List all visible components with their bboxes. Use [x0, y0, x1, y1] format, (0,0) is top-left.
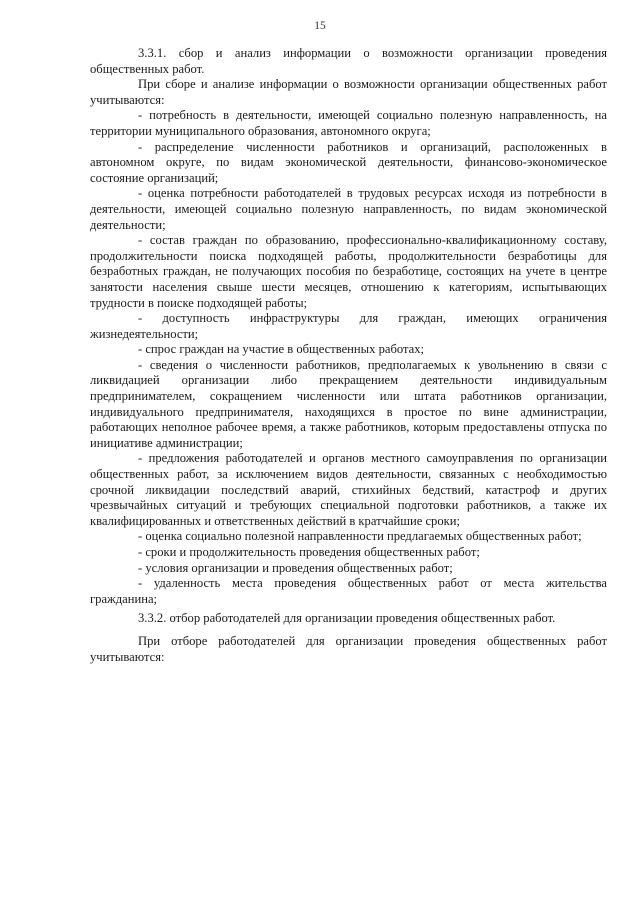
- list-item: - состав граждан по образованию, профессионально-квалификационному составу, продолжительности поиска подходящей работы, продолжительности безработицы для безработных граждан, не получающих пособия по безработице, состоящих на учете в центре занятости населения свыше шести месяцев, отношению к категориям, испытывающих трудности в поиске подходящей работы;: [90, 233, 607, 310]
- paragraph-intro: При сборе и анализе информации о возможности организации общественных работ учитываются:: [90, 77, 607, 107]
- page-number: 15: [314, 20, 326, 32]
- list-item: - сроки и продолжительность проведения общественных работ;: [138, 545, 480, 559]
- list-item: - распределение численности работников и организаций, расположенных в автономном округе, по видам экономической деятельности, финансово-экономическое состояние организаций;: [90, 139, 607, 185]
- list-item: - оценка потребности работодателей в трудовых ресурсах исходя из потребности в деятельности, имеющей социально полезную направленность, по видам экономической деятельности;: [90, 186, 607, 232]
- list-item: - доступность инфраструктуры для граждан, имеющих ограничения жизнедеятельности;: [90, 311, 607, 341]
- paragraph-3-3-1-heading: 3.3.1. сбор и анализ информации о возможности организации проведения общественных работ.: [90, 46, 607, 76]
- list-item: - сведения о численности работников, предполагаемых к увольнению в связи с ликвидацией организации либо прекращением деятельности индивидуальным предпринимателем, сокращением численности или штата работников организации, индивидуального предпринимателя, находящихся в простое по вине администрации, работающих неполное рабочее время, а также работников, которым предоставлены отпуска по инициативе администрации;: [90, 357, 607, 450]
- paragraph-3-3-2-heading: 3.3.2. отбор работодателей для организации проведения общественных работ.: [138, 611, 556, 626]
- list-item: - потребность в деятельности, имеющей социально полезную направленность, на территории муниципального образования, автономного округа;: [90, 108, 607, 138]
- list-item: - удаленность места проведения общественных работ от места жительства гражданина;: [90, 576, 607, 606]
- paragraph-selection-intro: При отборе работодателей для организации проведения общественных работ учитываются:: [90, 633, 607, 664]
- list-item: - предложения работодателей и органов местного самоуправления по организации общественных работ, за исключением видов деятельности, связанных с необходимостью срочной ликвидации последствий аварий, стихийных бедствий, катастроф и других чрезвычайных ситуаций и требующих специальной подготовки работников, а также их квалифицированных и ответственных действий в кратчайшие сроки;: [90, 451, 607, 528]
- list-item: - спрос граждан на участие в общественных работах;: [138, 342, 425, 357]
- document-body: [90, 46, 607, 665]
- list-item: - оценка социально полезной направленности предлагаемых общественных работ;: [138, 529, 582, 544]
- list-item: - условия организации и проведения общественных работ;: [138, 560, 453, 575]
